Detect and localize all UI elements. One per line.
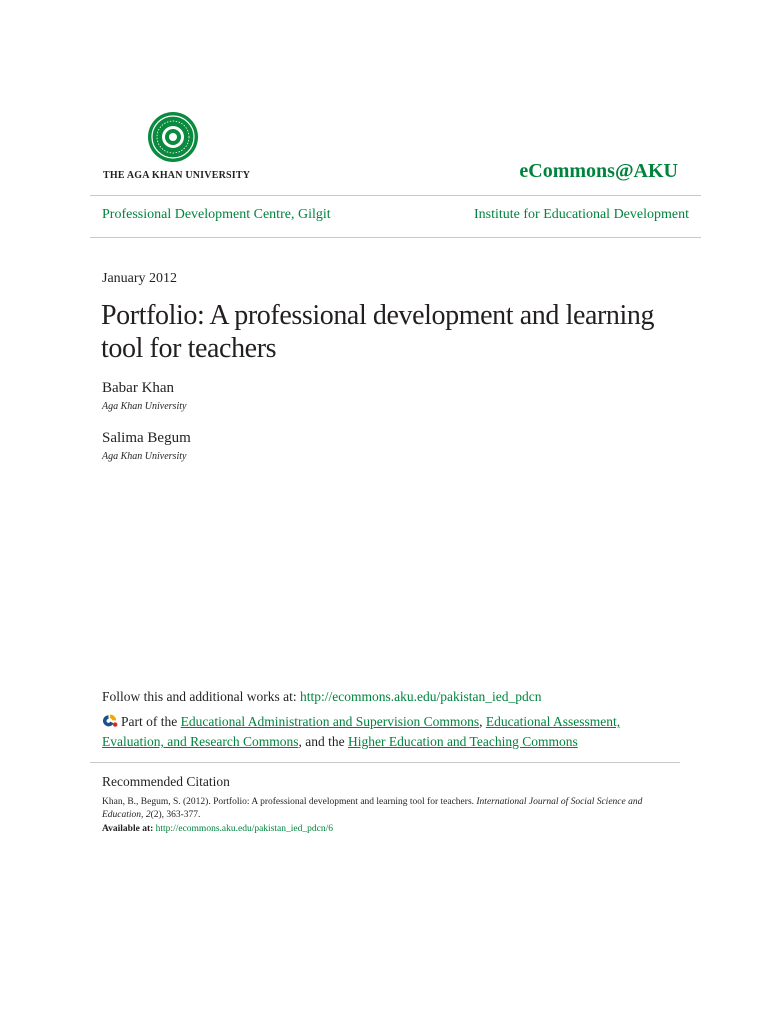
author-affiliation: Aga Khan University bbox=[102, 401, 187, 412]
separator: , bbox=[479, 714, 486, 729]
citation-text bbox=[102, 796, 672, 822]
commons-network-icon bbox=[102, 714, 118, 728]
available-label: Available at: bbox=[102, 824, 156, 834]
collection-url-link[interactable]: http://ecommons.aku.edu/pakistan_ied_pdcn bbox=[300, 689, 542, 704]
available-at-line bbox=[102, 824, 333, 834]
citation-volume: 2 bbox=[145, 810, 151, 820]
part-of-prefix: Part of the bbox=[121, 714, 181, 729]
citation-issue-pages: (2), 363-377. bbox=[150, 810, 201, 820]
author-affiliation: Aga Khan University bbox=[102, 451, 187, 462]
part-of-commons bbox=[102, 712, 662, 752]
commons-link-educational-assessment[interactable]: Educational Assessment, Evaluation, and Research Commons bbox=[102, 714, 621, 749]
publication-date: January 2012 bbox=[102, 271, 178, 286]
separator: , and the bbox=[298, 734, 348, 749]
author-name[interactable]: Salima Begum bbox=[102, 430, 191, 446]
citation-plain: Khan, B., Begum, S. (2012). Portfolio: A professional development and learning tool for teachers. bbox=[102, 797, 477, 807]
nav-divider bbox=[90, 237, 701, 238]
citation-divider bbox=[90, 762, 680, 763]
paper-title: Portfolio: A professional development and learning tool for teachers bbox=[101, 300, 655, 364]
commons-link-educational-administration[interactable]: Educational Administration and Supervision Commons bbox=[180, 714, 480, 729]
university-name: THE AGA KHAN UNIVERSITY bbox=[103, 170, 251, 181]
nav-link-ied[interactable]: Institute for Educational Development bbox=[474, 207, 689, 222]
citation-journal: International Journal of Social Science and Education, bbox=[102, 797, 643, 820]
article-url-link[interactable]: http://ecommons.aku.edu/pakistan_ied_pdcn/6 bbox=[155, 824, 333, 834]
citation-heading: Recommended Citation bbox=[102, 774, 230, 789]
aku-seal-icon bbox=[147, 111, 199, 163]
commons-link-higher-education[interactable]: Higher Education and Teaching Commons bbox=[347, 734, 578, 749]
follow-label: Follow this and additional works at: bbox=[102, 689, 300, 704]
ecommons-brand-link[interactable]: eCommons@AKU bbox=[519, 160, 678, 182]
header-divider bbox=[90, 195, 701, 196]
follow-works-line bbox=[102, 689, 541, 705]
nav-link-pdc-gilgit[interactable]: Professional Development Centre, Gilgit bbox=[102, 207, 331, 222]
author-name[interactable]: Babar Khan bbox=[102, 380, 175, 396]
